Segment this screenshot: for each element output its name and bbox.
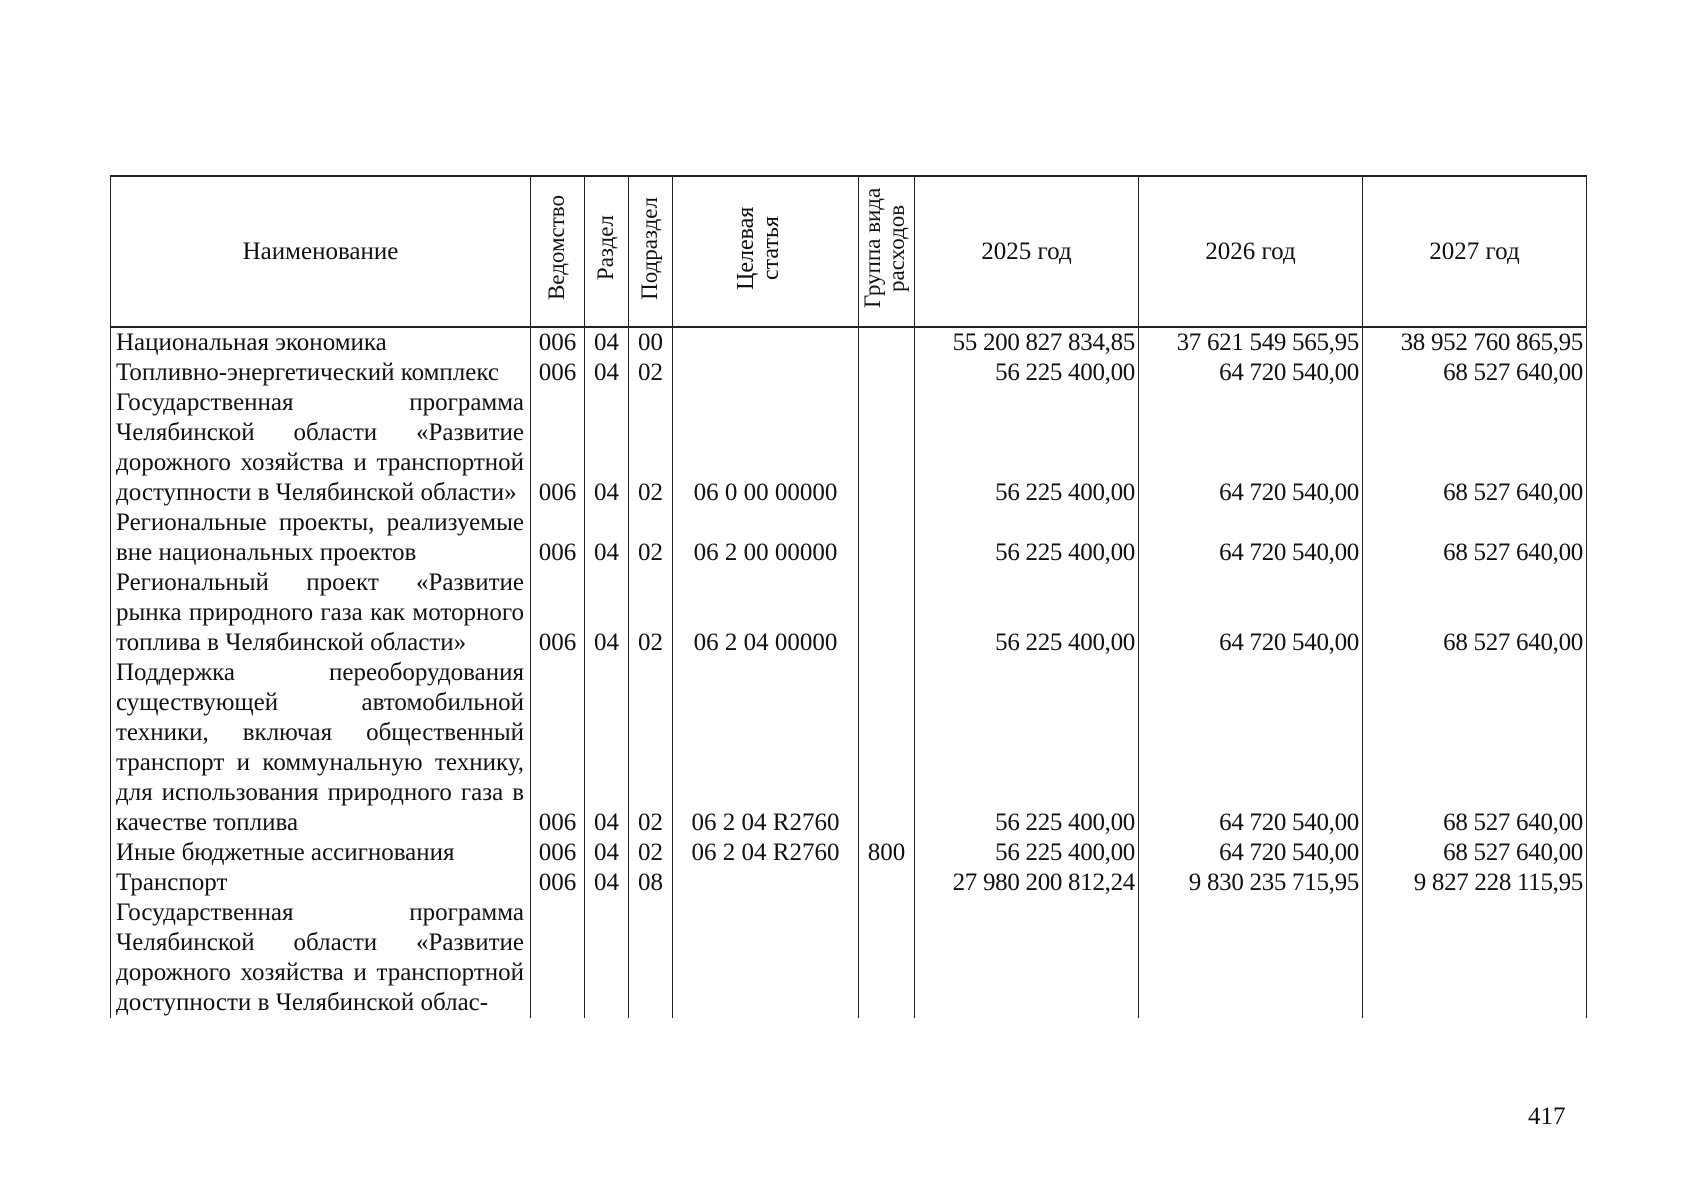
row-razdel: 04 (585, 327, 629, 358)
row-celevaya-statya: 06 2 04 00000 (673, 568, 859, 658)
row-2025: 56 225 400,00 (915, 838, 1139, 868)
row-podrazdel: 02 (629, 508, 673, 568)
row-name: Транспорт (111, 868, 531, 898)
row-2027: 68 527 640,00 (1363, 388, 1587, 508)
row-2025: 56 225 400,00 (915, 358, 1139, 388)
row-celevaya-statya (673, 358, 859, 388)
row-celevaya-statya (673, 327, 859, 358)
row-celevaya-statya: 06 0 00 00000 (673, 388, 859, 508)
row-razdel: 04 (585, 658, 629, 838)
header-celevaya-statya: Целевая статья (673, 176, 859, 327)
row-celevaya-statya: 06 2 00 00000 (673, 508, 859, 568)
row-podrazdel (629, 898, 673, 1018)
row-celevaya-statya (673, 898, 859, 1018)
header-2026: 2026 год (1139, 176, 1363, 327)
row-name: Государственная программа Челябинской области «Развитие дорожного хозяйства и транспортной доступности в Челябинской облас- (111, 898, 531, 1018)
header-podrazdel: Подраздел (629, 176, 673, 327)
row-vedomstvo: 006 (531, 327, 585, 358)
table-row (111, 868, 1587, 898)
row-razdel: 04 (585, 868, 629, 898)
row-2026: 64 720 540,00 (1139, 838, 1363, 868)
row-vedomstvo: 006 (531, 838, 585, 868)
row-razdel: 04 (585, 508, 629, 568)
row-gvr (859, 898, 915, 1018)
row-podrazdel: 08 (629, 868, 673, 898)
row-name: Иные бюджетные ассигнования (111, 838, 531, 868)
row-celevaya-statya: 06 2 04 R2760 (673, 838, 859, 868)
row-2026: 64 720 540,00 (1139, 658, 1363, 838)
row-2027: 68 527 640,00 (1363, 658, 1587, 838)
row-podrazdel: 02 (629, 388, 673, 508)
table-row (111, 327, 1587, 358)
row-2026: 9 830 235 715,95 (1139, 868, 1363, 898)
row-2026: 64 720 540,00 (1139, 508, 1363, 568)
row-celevaya-statya (673, 868, 859, 898)
row-gvr (859, 868, 915, 898)
table-row (111, 838, 1587, 868)
header-row (111, 176, 1587, 327)
header-name: Наименование (111, 176, 531, 327)
row-2025: 27 980 200 812,24 (915, 868, 1139, 898)
row-2026: 64 720 540,00 (1139, 568, 1363, 658)
row-vedomstvo: 006 (531, 568, 585, 658)
row-podrazdel: 02 (629, 658, 673, 838)
row-razdel: 04 (585, 358, 629, 388)
row-vedomstvo: 006 (531, 658, 585, 838)
row-2026: 64 720 540,00 (1139, 388, 1363, 508)
budget-table (110, 175, 1587, 1018)
table-row (111, 358, 1587, 388)
row-2027: 9 827 228 115,95 (1363, 868, 1587, 898)
row-vedomstvo: 006 (531, 868, 585, 898)
header-gruppa-vida-rashodov: Группа вида расходов (859, 176, 915, 327)
row-name: Государственная программа Челябинской области «Развитие дорожного хозяйства и транспортной доступности в Челябинской области» (111, 388, 531, 508)
row-2025 (915, 898, 1139, 1018)
row-2026 (1139, 898, 1363, 1018)
row-razdel: 04 (585, 388, 629, 508)
row-name: Национальная экономика (111, 327, 531, 358)
header-2025: 2025 год (915, 176, 1139, 327)
row-name: Поддержка переоборудования существующей автомобильной техники, включая общественный транспорт и коммунальную технику, для использования природного газа в качестве топлива (111, 658, 531, 838)
row-gvr (859, 568, 915, 658)
table-row (111, 658, 1587, 838)
header-2027: 2027 год (1363, 176, 1587, 327)
table-row (111, 388, 1587, 508)
row-2027: 68 527 640,00 (1363, 838, 1587, 868)
row-podrazdel: 02 (629, 568, 673, 658)
table-row (111, 568, 1587, 658)
row-vedomstvo: 006 (531, 388, 585, 508)
page-number: 417 (1528, 1103, 1566, 1130)
row-2026: 64 720 540,00 (1139, 358, 1363, 388)
row-razdel: 04 (585, 568, 629, 658)
row-2025: 56 225 400,00 (915, 658, 1139, 838)
table-row (111, 508, 1587, 568)
row-podrazdel: 00 (629, 327, 673, 358)
row-celevaya-statya: 06 2 04 R2760 (673, 658, 859, 838)
row-2027 (1363, 898, 1587, 1018)
row-razdel: 04 (585, 838, 629, 868)
header-razdel: Раздел (585, 176, 629, 327)
row-name: Топливно-энергетический комплекс (111, 358, 531, 388)
row-2027: 68 527 640,00 (1363, 568, 1587, 658)
row-razdel (585, 898, 629, 1018)
row-name: Региональные проекты, реализуемые вне национальных проектов (111, 508, 531, 568)
row-name: Региональный проект «Развитие рынка природного газа как моторного топлива в Челябинской области» (111, 568, 531, 658)
header-vedomstvo: Ведомство (531, 176, 585, 327)
row-podrazdel: 02 (629, 838, 673, 868)
row-vedomstvo: 006 (531, 358, 585, 388)
row-gvr (859, 658, 915, 838)
row-vedomstvo: 006 (531, 508, 585, 568)
row-gvr (859, 508, 915, 568)
row-2025: 55 200 827 834,85 (915, 327, 1139, 358)
row-2025: 56 225 400,00 (915, 568, 1139, 658)
row-gvr (859, 327, 915, 358)
row-2026: 37 621 549 565,95 (1139, 327, 1363, 358)
row-2025: 56 225 400,00 (915, 388, 1139, 508)
row-gvr: 800 (859, 838, 915, 868)
row-2027: 68 527 640,00 (1363, 508, 1587, 568)
row-2025: 56 225 400,00 (915, 508, 1139, 568)
table-row (111, 898, 1587, 1018)
row-gvr (859, 358, 915, 388)
row-2027: 38 952 760 865,95 (1363, 327, 1587, 358)
row-vedomstvo (531, 898, 585, 1018)
row-gvr (859, 388, 915, 508)
row-podrazdel: 02 (629, 358, 673, 388)
row-2027: 68 527 640,00 (1363, 358, 1587, 388)
